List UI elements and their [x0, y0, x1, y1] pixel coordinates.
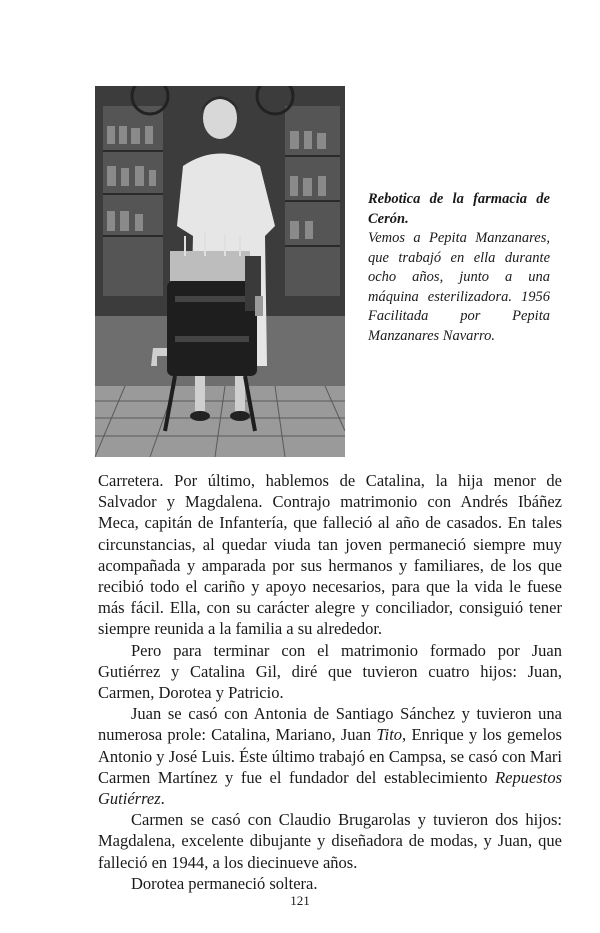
pharmacy-photo-drawing	[95, 86, 345, 457]
paragraph-four-children: Pero para terminar con el matrimonio formado por Juan Gutiérrez y Catalina Gil, diré que tuvieron cuatro hijos: Juan, Carmen, Dorotea y Patricio.	[98, 640, 562, 703]
paragraph-juan-part2: , Enrique y los gemelos Antonio y José Luis. Éste último trabajó en Campsa, se casó con Mari Carmen Martínez y fue el fundador del establecimiento	[98, 725, 562, 787]
pharmacy-photo	[95, 86, 345, 457]
paragraph-dorotea: Dorotea permaneció soltera.	[131, 873, 318, 893]
paragraph-carmen: Carmen se casó con Claudio Brugarolas y tuvieron dos hijos: Magdalena, excelente dibujante y diseñadora de modas, y Juan, que falleció en 1944, a los diecinueve años.	[98, 810, 562, 872]
page-number: 121	[290, 893, 310, 908]
paragraph-juan	[98, 703, 562, 809]
photo-caption	[368, 190, 550, 346]
caption-body: Vemos a Pepita Manzanares, que trabajó en ella durante ocho años, junto a una máquina esterilizadora. 1956 Facilitada por Pepita Manzanares Navarro.	[368, 230, 550, 344]
body-text	[98, 470, 562, 894]
business-name: Repuestos Gutiérrez	[98, 767, 562, 809]
caption-title: Rebotica de la farmacia de Cerón.	[368, 191, 550, 227]
paragraph-juan-part1: Juan se casó con Antonia de Santiago Sánchez y tuvieron una numerosa prole: Catalina, Mariano, Juan	[98, 704, 562, 745]
nickname-tito: Tito	[376, 725, 403, 745]
paragraph-catalina: Carretera. Por último, hablemos de Catalina, la hija menor de Salvador y Magdalena. Contrajo matrimonio con Andrés Ibáñez Meca, capitán de Infantería, que falleció al año de casados. En tales circunstancias, al quedar viuda tan joven permaneció siempre muy acompañada y amparada por sus hermanos y familiares, de los que recibió todo el cariño y apoyo necesarios, para que la vida le fuese más fácil. Ella, con su carácter alegre y conciliador, consiguió tener siempre reunida a la familia a su alrededor.	[98, 471, 562, 639]
paragraph-juan-part3: .	[160, 789, 165, 809]
